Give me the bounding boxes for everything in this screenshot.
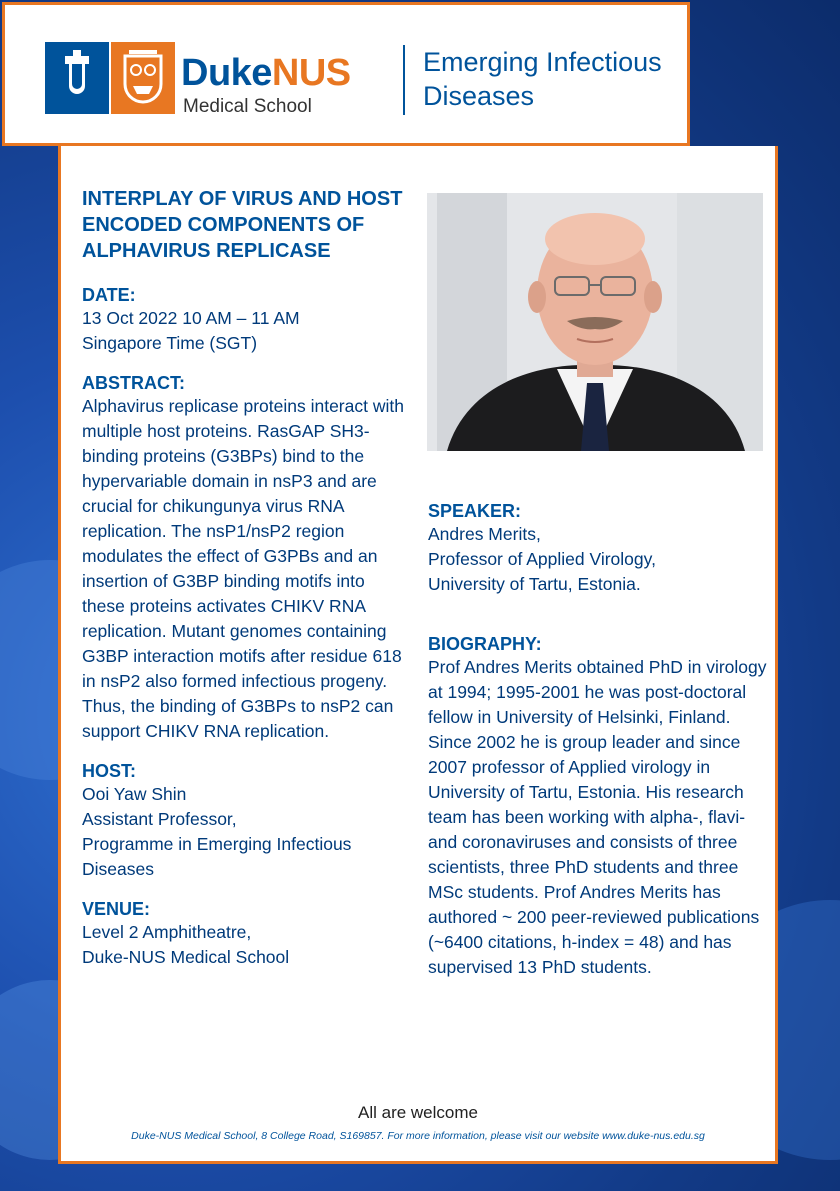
host-role: Assistant Professor, — [82, 809, 237, 829]
programme-title-line1: Emerging Infectious — [423, 47, 662, 77]
brand-subtitle: Medical School — [183, 96, 312, 117]
nus-crest-logo-icon — [111, 42, 175, 114]
host-section — [82, 760, 412, 882]
contact-footnote: Duke-NUS Medical School, 8 College Road, S169857. For more information, please visit our website www.duke-nus.edu.sg — [131, 1130, 705, 1142]
timezone-line: Singapore Time (SGT) — [82, 333, 258, 353]
header-divider — [403, 45, 405, 115]
brand-wordmark — [181, 53, 351, 93]
programme-title — [423, 45, 683, 113]
speaker-section — [428, 500, 768, 597]
programme-title-line2: Diseases — [423, 81, 535, 111]
brand-duke-text: Duke — [181, 52, 272, 94]
host-label: HOST: — [82, 761, 136, 781]
venue-label: VENUE: — [82, 899, 151, 919]
talk-title: INTERPLAY OF VIRUS AND HOST ENCODED COMPONENTS OF ALPHAVIRUS REPLICASE — [82, 188, 403, 262]
welcome-note: All are welcome — [358, 1103, 478, 1122]
left-column — [82, 186, 412, 986]
speaker-role: Professor of Applied Virology, — [428, 549, 656, 569]
abstract-section — [82, 372, 412, 744]
biography-label: BIOGRAPHY: — [428, 634, 542, 654]
host-programme: Programme in Emerging Infectious Diseases — [82, 834, 352, 879]
duke-shield-logo-icon — [45, 42, 109, 114]
right-column — [428, 500, 768, 996]
header-banner — [2, 2, 690, 146]
venue-line2: Duke-NUS Medical School — [82, 947, 290, 967]
speaker-name: Andres Merits, — [428, 524, 541, 544]
venue-section — [82, 898, 412, 970]
speaker-label: SPEAKER: — [428, 501, 522, 521]
abstract-label: ABSTRACT: — [82, 373, 185, 393]
speaker-photo — [427, 193, 763, 451]
host-name: Ooi Yaw Shin — [82, 784, 187, 804]
brand-nus-text: NUS — [271, 52, 351, 94]
abstract-text: Alphavirus replicase proteins interact with multiple host proteins. RasGAP SH3-binding proteins (G3BPs) bind to the hypervariable domain in nsP3 and are crucial for chikungunya virus RNA replication. The nsP1/nsP2 region modulates the effect of G3PBs and an insertion of G3BP binding motifs into these proteins activates CHIKV RNA replication. Mutant genomes containing G3BP interaction motifs after residue 618 in nsP2 also formed infectious progeny. Thus, the binding of G3BPs to nsP2 can support CHIKV RNA replication. — [82, 396, 404, 741]
speaker-affiliation: University of Tartu, Estonia. — [428, 574, 641, 594]
date-line: 13 Oct 2022 10 AM – 11 AM — [82, 308, 300, 328]
biography-text: Prof Andres Merits obtained PhD in virology at 1994; 1995-2001 he was post-doctoral fellow in University of Helsinki, Finland. Since 2002 he is group leader and since 2007 professor of Applied virology in University of Tartu, Estonia. His research team has been working with alpha-, flavi- and coronaviruses and consists of three scientists, three PhD students and three MSc students. Prof Andres Merits has authored ~ 200 peer-reviewed publications (~6400 citations, h-index = 48) and has supervised 13 PhD students. — [428, 657, 767, 977]
biography-section — [428, 633, 768, 980]
date-section — [82, 284, 412, 356]
venue-line1: Level 2 Amphitheatre, — [82, 922, 252, 942]
date-label: DATE: — [82, 285, 136, 305]
